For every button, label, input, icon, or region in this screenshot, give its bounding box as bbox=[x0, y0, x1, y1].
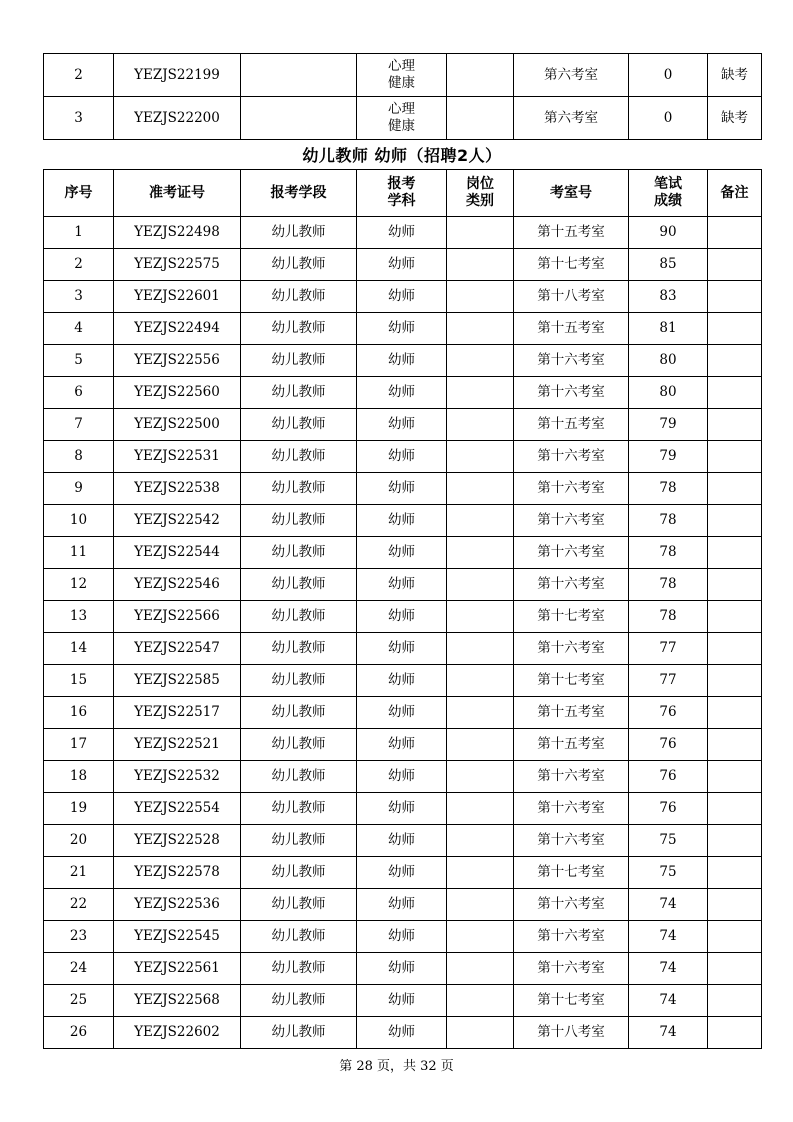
cell-category bbox=[447, 505, 514, 537]
cell-id: YEZJS22498 bbox=[114, 217, 241, 249]
cell-room: 第十五考室 bbox=[514, 409, 629, 441]
table-row bbox=[44, 985, 762, 1017]
cell-subject: 幼师 bbox=[357, 537, 447, 569]
cell-stage: 幼儿教师 bbox=[241, 921, 357, 953]
cell-score: 85 bbox=[629, 249, 708, 281]
cell-room: 第十六考室 bbox=[514, 505, 629, 537]
cell-subject: 幼师 bbox=[357, 601, 447, 633]
header-subject-line2: 学科 bbox=[387, 193, 416, 209]
cell-room: 第十五考室 bbox=[514, 697, 629, 729]
cell-subject: 幼师 bbox=[357, 441, 447, 473]
cell-subject: 幼师 bbox=[357, 985, 447, 1017]
cell-id: YEZJS22544 bbox=[114, 537, 241, 569]
cell-room: 第十五考室 bbox=[514, 729, 629, 761]
cell-subject: 幼师 bbox=[357, 345, 447, 377]
cell-note bbox=[708, 601, 762, 633]
header-id: 准考证号 bbox=[114, 170, 241, 217]
cell-stage: 幼儿教师 bbox=[241, 697, 357, 729]
cell-stage: 幼儿教师 bbox=[241, 601, 357, 633]
cell-category bbox=[447, 473, 514, 505]
cell-no: 19 bbox=[44, 793, 114, 825]
cell-room: 第十六考室 bbox=[514, 921, 629, 953]
cell-category bbox=[447, 313, 514, 345]
cell-no: 7 bbox=[44, 409, 114, 441]
cell-room: 第十六考室 bbox=[514, 537, 629, 569]
cell-id: YEZJS22517 bbox=[114, 697, 241, 729]
cell-category bbox=[447, 601, 514, 633]
cell-score: 76 bbox=[629, 761, 708, 793]
cell-stage: 幼儿教师 bbox=[241, 1017, 357, 1049]
cell-id: YEZJS22199 bbox=[114, 54, 241, 97]
cell-stage: 幼儿教师 bbox=[241, 729, 357, 761]
cell-stage: 幼儿教师 bbox=[241, 793, 357, 825]
cell-note bbox=[708, 761, 762, 793]
header-no: 序号 bbox=[44, 170, 114, 217]
table-row bbox=[44, 793, 762, 825]
cell-subject: 幼师 bbox=[357, 569, 447, 601]
cell-stage: 幼儿教师 bbox=[241, 409, 357, 441]
cell-note bbox=[708, 505, 762, 537]
cell-stage: 幼儿教师 bbox=[241, 985, 357, 1017]
cell-score: 76 bbox=[629, 793, 708, 825]
cell-score: 90 bbox=[629, 217, 708, 249]
cell-subject-line1: 心理 bbox=[388, 58, 415, 74]
cell-id: YEZJS22528 bbox=[114, 825, 241, 857]
cell-subject: 幼师 bbox=[357, 409, 447, 441]
cell-room: 第十八考室 bbox=[514, 281, 629, 313]
table-row bbox=[44, 377, 762, 409]
cell-id: YEZJS22566 bbox=[114, 601, 241, 633]
cell-note bbox=[708, 313, 762, 345]
cell-stage bbox=[241, 54, 357, 97]
cell-note bbox=[708, 377, 762, 409]
cell-no: 20 bbox=[44, 825, 114, 857]
cell-note bbox=[708, 729, 762, 761]
table-row bbox=[44, 921, 762, 953]
results-table bbox=[43, 169, 762, 1049]
table-row bbox=[44, 569, 762, 601]
table-row bbox=[44, 345, 762, 377]
cell-subject: 幼师 bbox=[357, 281, 447, 313]
cell-stage: 幼儿教师 bbox=[241, 505, 357, 537]
cell-subject: 幼师 bbox=[357, 921, 447, 953]
cell-room: 第十六考室 bbox=[514, 377, 629, 409]
cell-stage: 幼儿教师 bbox=[241, 313, 357, 345]
cell-score: 78 bbox=[629, 505, 708, 537]
cell-subject: 幼师 bbox=[357, 889, 447, 921]
cell-score: 76 bbox=[629, 729, 708, 761]
table-row bbox=[44, 249, 762, 281]
table-row bbox=[44, 409, 762, 441]
table-row bbox=[44, 889, 762, 921]
header-category bbox=[447, 170, 514, 217]
cell-id: YEZJS22561 bbox=[114, 953, 241, 985]
cell-room: 第十七考室 bbox=[514, 857, 629, 889]
cell-category bbox=[447, 985, 514, 1017]
cell-note bbox=[708, 473, 762, 505]
cell-subject: 幼师 bbox=[357, 825, 447, 857]
table-body bbox=[44, 217, 762, 1049]
cell-no: 13 bbox=[44, 601, 114, 633]
cell-subject: 幼师 bbox=[357, 697, 447, 729]
cell-stage: 幼儿教师 bbox=[241, 665, 357, 697]
cell-subject: 幼师 bbox=[357, 249, 447, 281]
cell-stage: 幼儿教师 bbox=[241, 569, 357, 601]
cell-id: YEZJS22494 bbox=[114, 313, 241, 345]
cell-stage: 幼儿教师 bbox=[241, 473, 357, 505]
cell-score: 81 bbox=[629, 313, 708, 345]
cell-category bbox=[447, 953, 514, 985]
cell-no: 8 bbox=[44, 441, 114, 473]
cell-category bbox=[447, 409, 514, 441]
cell-subject: 幼师 bbox=[357, 761, 447, 793]
cell-id: YEZJS22575 bbox=[114, 249, 241, 281]
cell-score: 75 bbox=[629, 857, 708, 889]
cell-no: 12 bbox=[44, 569, 114, 601]
header-score-line2: 成绩 bbox=[654, 193, 682, 209]
cell-subject: 幼师 bbox=[357, 377, 447, 409]
cell-no: 25 bbox=[44, 985, 114, 1017]
cell-id: YEZJS22546 bbox=[114, 569, 241, 601]
cell-stage bbox=[241, 97, 357, 140]
cell-note bbox=[708, 249, 762, 281]
table-row bbox=[44, 601, 762, 633]
cell-category bbox=[447, 569, 514, 601]
cell-subject: 幼师 bbox=[357, 633, 447, 665]
cell-category bbox=[447, 889, 514, 921]
cell-note bbox=[708, 1017, 762, 1049]
cell-no: 17 bbox=[44, 729, 114, 761]
cell-id: YEZJS22560 bbox=[114, 377, 241, 409]
cell-room: 第十六考室 bbox=[514, 473, 629, 505]
cell-note bbox=[708, 985, 762, 1017]
cell-note bbox=[708, 697, 762, 729]
cell-stage: 幼儿教师 bbox=[241, 761, 357, 793]
cell-id: YEZJS22536 bbox=[114, 889, 241, 921]
cell-stage: 幼儿教师 bbox=[241, 345, 357, 377]
header-score bbox=[629, 170, 708, 217]
cell-note bbox=[708, 953, 762, 985]
cell-no: 15 bbox=[44, 665, 114, 697]
table-row bbox=[44, 217, 762, 249]
cell-score: 83 bbox=[629, 281, 708, 313]
previous-section-rows bbox=[44, 54, 762, 140]
cell-room: 第十六考室 bbox=[514, 793, 629, 825]
cell-no: 3 bbox=[44, 97, 114, 140]
cell-stage: 幼儿教师 bbox=[241, 537, 357, 569]
table-row bbox=[44, 697, 762, 729]
cell-subject: 幼师 bbox=[357, 1017, 447, 1049]
page-footer: 第 28 页，共 32 页 bbox=[339, 1059, 454, 1074]
cell-category bbox=[447, 281, 514, 313]
cell-category bbox=[447, 249, 514, 281]
cell-subject-line2: 健康 bbox=[388, 118, 415, 134]
cell-note bbox=[708, 793, 762, 825]
cell-score: 74 bbox=[629, 985, 708, 1017]
cell-score: 78 bbox=[629, 601, 708, 633]
cell-no: 2 bbox=[44, 54, 114, 97]
cell-room: 第十六考室 bbox=[514, 825, 629, 857]
cell-category bbox=[447, 217, 514, 249]
cell-room: 第十六考室 bbox=[514, 953, 629, 985]
cell-room: 第十六考室 bbox=[514, 441, 629, 473]
table-row bbox=[44, 1017, 762, 1049]
table-row bbox=[44, 953, 762, 985]
cell-stage: 幼儿教师 bbox=[241, 889, 357, 921]
cell-subject: 幼师 bbox=[357, 505, 447, 537]
cell-no: 9 bbox=[44, 473, 114, 505]
cell-score: 76 bbox=[629, 697, 708, 729]
cell-id: YEZJS22554 bbox=[114, 793, 241, 825]
cell-score: 74 bbox=[629, 921, 708, 953]
cell-note bbox=[708, 409, 762, 441]
table-row bbox=[44, 97, 762, 140]
cell-no: 24 bbox=[44, 953, 114, 985]
cell-room: 第六考室 bbox=[514, 97, 629, 140]
cell-id: YEZJS22578 bbox=[114, 857, 241, 889]
cell-room: 第十七考室 bbox=[514, 985, 629, 1017]
cell-note bbox=[708, 665, 762, 697]
cell-note bbox=[708, 537, 762, 569]
cell-room: 第十六考室 bbox=[514, 569, 629, 601]
header-note: 备注 bbox=[708, 170, 762, 217]
cell-id: YEZJS22521 bbox=[114, 729, 241, 761]
cell-id: YEZJS22545 bbox=[114, 921, 241, 953]
table-row bbox=[44, 761, 762, 793]
cell-room: 第十七考室 bbox=[514, 665, 629, 697]
cell-category bbox=[447, 633, 514, 665]
cell-stage: 幼儿教师 bbox=[241, 249, 357, 281]
cell-subject: 幼师 bbox=[357, 313, 447, 345]
cell-stage: 幼儿教师 bbox=[241, 633, 357, 665]
cell-score: 78 bbox=[629, 537, 708, 569]
cell-note bbox=[708, 825, 762, 857]
cell-score: 80 bbox=[629, 345, 708, 377]
cell-note bbox=[708, 889, 762, 921]
cell-category bbox=[447, 729, 514, 761]
table-row bbox=[44, 505, 762, 537]
table-row bbox=[44, 633, 762, 665]
cell-category bbox=[447, 665, 514, 697]
cell-stage: 幼儿教师 bbox=[241, 217, 357, 249]
cell-room: 第十七考室 bbox=[514, 601, 629, 633]
cell-id: YEZJS22538 bbox=[114, 473, 241, 505]
cell-score: 77 bbox=[629, 665, 708, 697]
cell-score: 80 bbox=[629, 377, 708, 409]
cell-score: 74 bbox=[629, 953, 708, 985]
header-room: 考室号 bbox=[514, 170, 629, 217]
table-row bbox=[44, 857, 762, 889]
cell-stage: 幼儿教师 bbox=[241, 857, 357, 889]
cell-no: 21 bbox=[44, 857, 114, 889]
cell-note bbox=[708, 281, 762, 313]
cell-stage: 幼儿教师 bbox=[241, 441, 357, 473]
cell-score: 78 bbox=[629, 569, 708, 601]
header-subject bbox=[357, 170, 447, 217]
cell-no: 14 bbox=[44, 633, 114, 665]
cell-no: 23 bbox=[44, 921, 114, 953]
table-row bbox=[44, 729, 762, 761]
cell-note bbox=[708, 569, 762, 601]
cell-note bbox=[708, 633, 762, 665]
cell-note bbox=[708, 921, 762, 953]
section-title: 幼儿教师 幼师（招聘2人） bbox=[302, 146, 502, 165]
table-header bbox=[44, 170, 762, 217]
cell-subject-line1: 心理 bbox=[388, 101, 415, 117]
cell-score: 74 bbox=[629, 889, 708, 921]
cell-score: 74 bbox=[629, 1017, 708, 1049]
cell-no: 26 bbox=[44, 1017, 114, 1049]
table-row bbox=[44, 825, 762, 857]
cell-no: 5 bbox=[44, 345, 114, 377]
cell-score: 75 bbox=[629, 825, 708, 857]
cell-no: 11 bbox=[44, 537, 114, 569]
cell-no: 2 bbox=[44, 249, 114, 281]
cell-category bbox=[447, 825, 514, 857]
header-stage: 报考学段 bbox=[241, 170, 357, 217]
table-row bbox=[44, 313, 762, 345]
cell-category bbox=[447, 857, 514, 889]
cell-category bbox=[447, 441, 514, 473]
cell-subject: 幼师 bbox=[357, 857, 447, 889]
header-row bbox=[44, 170, 762, 217]
cell-stage: 幼儿教师 bbox=[241, 825, 357, 857]
cell-id: YEZJS22200 bbox=[114, 97, 241, 140]
cell-room: 第十五考室 bbox=[514, 313, 629, 345]
cell-subject-line2: 健康 bbox=[388, 75, 415, 91]
cell-no: 6 bbox=[44, 377, 114, 409]
cell-room: 第十六考室 bbox=[514, 345, 629, 377]
cell-id: YEZJS22556 bbox=[114, 345, 241, 377]
cell-id: YEZJS22585 bbox=[114, 665, 241, 697]
table-row bbox=[44, 281, 762, 313]
cell-subject: 幼师 bbox=[357, 217, 447, 249]
cell-category bbox=[447, 697, 514, 729]
cell-subject: 幼师 bbox=[357, 473, 447, 505]
cell-category bbox=[447, 921, 514, 953]
cell-score: 0 bbox=[629, 97, 708, 140]
cell-no: 10 bbox=[44, 505, 114, 537]
cell-no: 3 bbox=[44, 281, 114, 313]
cell-subject bbox=[357, 97, 447, 140]
table-row bbox=[44, 665, 762, 697]
cell-room: 第十六考室 bbox=[514, 889, 629, 921]
cell-note: 缺考 bbox=[708, 54, 762, 97]
header-category-line2: 类别 bbox=[466, 193, 494, 209]
table-row bbox=[44, 441, 762, 473]
cell-score: 77 bbox=[629, 633, 708, 665]
cell-id: YEZJS22601 bbox=[114, 281, 241, 313]
cell-id: YEZJS22602 bbox=[114, 1017, 241, 1049]
cell-no: 1 bbox=[44, 217, 114, 249]
cell-room: 第十六考室 bbox=[514, 633, 629, 665]
cell-id: YEZJS22547 bbox=[114, 633, 241, 665]
cell-id: YEZJS22532 bbox=[114, 761, 241, 793]
table-row bbox=[44, 473, 762, 505]
cell-subject: 幼师 bbox=[357, 793, 447, 825]
cell-no: 4 bbox=[44, 313, 114, 345]
previous-section-table bbox=[43, 53, 762, 140]
cell-subject bbox=[357, 54, 447, 97]
cell-category bbox=[447, 793, 514, 825]
cell-note: 缺考 bbox=[708, 97, 762, 140]
cell-room: 第六考室 bbox=[514, 54, 629, 97]
cell-note bbox=[708, 345, 762, 377]
cell-id: YEZJS22568 bbox=[114, 985, 241, 1017]
cell-score: 0 bbox=[629, 54, 708, 97]
cell-category bbox=[447, 537, 514, 569]
cell-no: 22 bbox=[44, 889, 114, 921]
cell-id: YEZJS22500 bbox=[114, 409, 241, 441]
cell-category bbox=[447, 97, 514, 140]
cell-note bbox=[708, 857, 762, 889]
header-category-line1: 岗位 bbox=[466, 176, 494, 192]
cell-category bbox=[447, 1017, 514, 1049]
cell-subject: 幼师 bbox=[357, 953, 447, 985]
cell-stage: 幼儿教师 bbox=[241, 377, 357, 409]
cell-score: 79 bbox=[629, 409, 708, 441]
cell-id: YEZJS22542 bbox=[114, 505, 241, 537]
cell-score: 78 bbox=[629, 473, 708, 505]
cell-no: 16 bbox=[44, 697, 114, 729]
cell-note bbox=[708, 217, 762, 249]
table-row bbox=[44, 537, 762, 569]
header-score-line1: 笔试 bbox=[654, 176, 682, 192]
cell-room: 第十五考室 bbox=[514, 217, 629, 249]
cell-category bbox=[447, 761, 514, 793]
header-subject-line1: 报考 bbox=[387, 176, 416, 192]
cell-room: 第十八考室 bbox=[514, 1017, 629, 1049]
cell-id: YEZJS22531 bbox=[114, 441, 241, 473]
cell-room: 第十七考室 bbox=[514, 249, 629, 281]
table-row bbox=[44, 54, 762, 97]
cell-stage: 幼儿教师 bbox=[241, 953, 357, 985]
cell-score: 79 bbox=[629, 441, 708, 473]
cell-category bbox=[447, 345, 514, 377]
cell-no: 18 bbox=[44, 761, 114, 793]
cell-stage: 幼儿教师 bbox=[241, 281, 357, 313]
cell-subject: 幼师 bbox=[357, 665, 447, 697]
cell-category bbox=[447, 54, 514, 97]
cell-room: 第十六考室 bbox=[514, 761, 629, 793]
cell-subject: 幼师 bbox=[357, 729, 447, 761]
cell-note bbox=[708, 441, 762, 473]
cell-category bbox=[447, 377, 514, 409]
